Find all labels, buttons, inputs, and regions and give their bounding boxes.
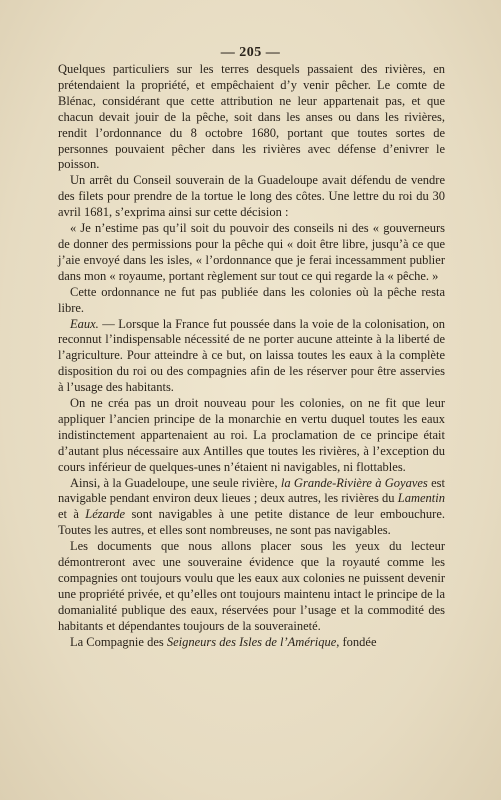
section-heading-eaux: Eaux.: [70, 316, 99, 331]
place-lezarde: Lézarde: [85, 507, 126, 522]
paragraph-4: Cette ordonnance ne fut pas publiée dans les colonies où la pêche resta libre.: [58, 284, 445, 315]
body-text: [58, 62, 445, 651]
paragraph-9: [58, 635, 445, 651]
company-name: Seigneurs des Isles de l’Amérique: [166, 634, 337, 649]
paragraph-7: [58, 476, 445, 540]
p7-part-g: sont navigables à une petite distance de leur embouchure. Toutes les autres, et elles sont nombreuses, ne sont pas navigables.: [58, 507, 445, 538]
place-lamentin: Lamentin: [397, 491, 445, 506]
p7-part-c: est navigable pendant environ deux lieues ; deux autres, les rivières du: [58, 475, 446, 506]
paragraph-8: Les documents que nous allons placer sous les yeux du lecteur démontreront avec une souveraine évidence que la royauté comme les compagnies ont toujours voulu que les eaux aux colonies ne puissent devenir une propriété privée, et qu’elles ont toujours maintenu intact le principe de la domanialité publique des eaux, réservées pour l’usage et la commodité des habitants et dépendantes toujours de la souveraineté.: [58, 539, 445, 633]
quoted-letter: « Je n’estime pas qu’il soit du pouvoir des conseils ni des « gouverneurs de donner des permissions pour la pêche qui « doit être libre, jusqu’à ce que j’aie envoyé dans les isles, « l’ordonnance que je ferai incessamment publier dans mon « royaume, portant règlement sur tout ce qui regarde la « pêche. »: [58, 221, 445, 283]
p9-part-a: La Compagnie des: [70, 634, 167, 649]
p7-part-a: Ainsi, à la Guadeloupe, une seule rivière,: [70, 475, 281, 490]
p9-part-c: , fondée: [336, 634, 377, 649]
paragraph-eaux: [58, 317, 445, 397]
paragraph-2: Un arrêt du Conseil souverain de la Guadeloupe avait défendu de vendre des filets pour prendre de la tortue le long des côtes. Une lettre du roi du 30 avril 1681, s’exprima ainsi sur cette décision :: [58, 173, 445, 220]
paragraph-eaux-body: — Lorsque la France fut poussée dans la voie de la colonisation, on reconnut l’indispensable nécessité de ne porter aucune atteinte à la liberté de l’agriculture. Pour atteindre à ce but, on laissa toutes les eaux à la complète disposition du roi ou des compagnies afin de les réserver pour être asservies à l’usage des habitants.: [58, 316, 445, 395]
page-number: — 205 —: [220, 45, 281, 60]
p7-part-e: et à: [58, 507, 86, 522]
paragraph-1: Quelques particuliers sur les terres desquels passaient des rivières, en prétendaient la propriété, et empêchaient d’y venir pêcher. Le comte de Blénac, considérant que cette attribution ne leur appartenait pas, et que chacun devait jouir de la pêche, soit dans les anses ou dans les rivières, rendit l’ordonnance du 8 octobre 1680, portant que toutes sortes de personnes pouvaient pêcher dans les rivières avec défense d’enivrer le poisson.: [58, 62, 445, 172]
paragraph-6: On ne créa pas un droit nouveau pour les colonies, on ne fit que leur appliquer l’ancien principe de la monarchie en vertu duquel toutes les eaux indistinctement appartenaient au roi. La proclamation de ce principe était d’autant plus nécessaire aux Antilles que toutes les rivières, à l’exception du cours inférieur de quelques-unes n’étaient ni navigables, ni flottables.: [58, 396, 445, 474]
place-grande-riviere: la Grande-Rivière à Goyaves: [280, 475, 428, 490]
